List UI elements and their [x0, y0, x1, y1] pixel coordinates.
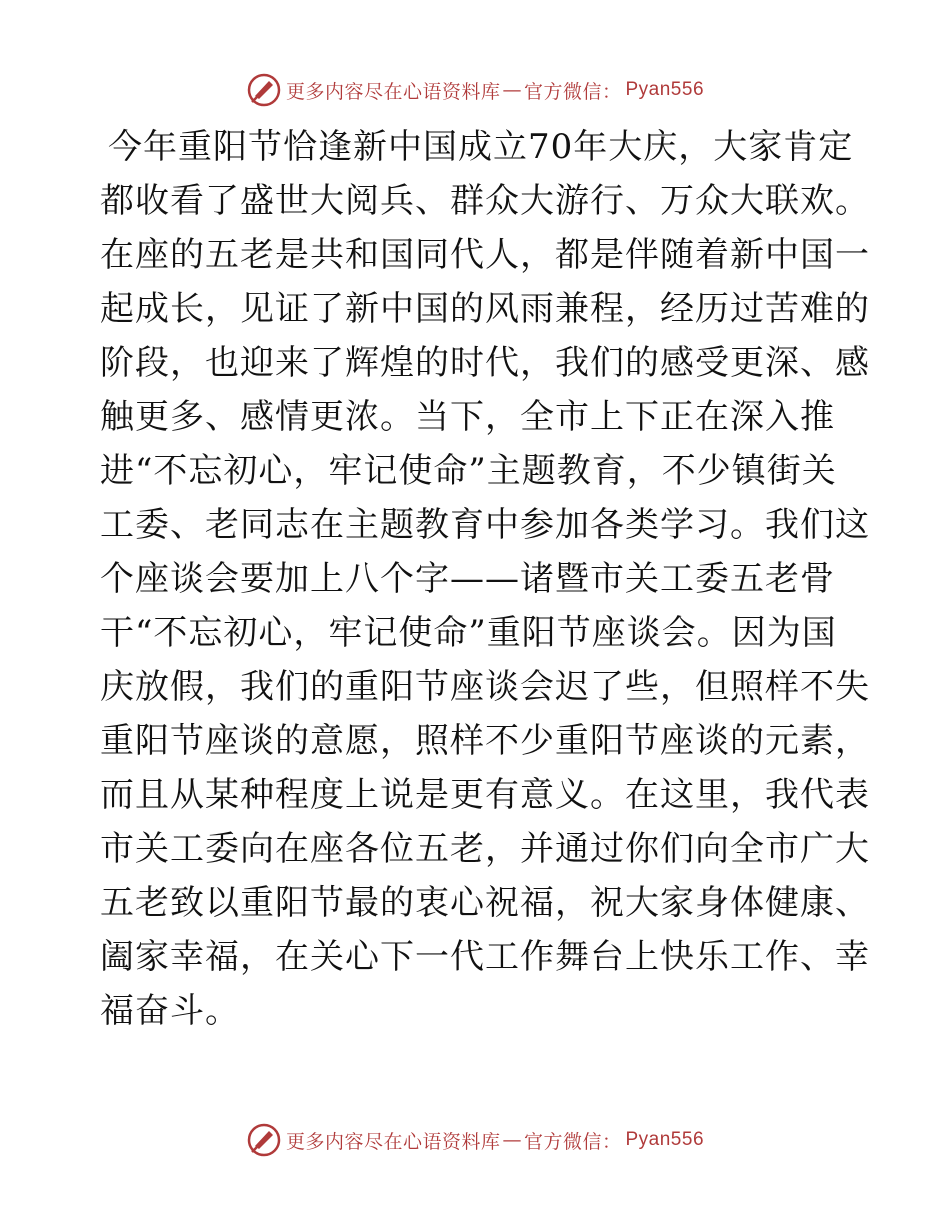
body-line: 阖家幸福，在关心下一代工作舞台上快乐工作、幸: [100, 937, 870, 977]
banner-wechat-label: 官方微信：: [523, 80, 622, 103]
body-line: 工委、老同志在主题教育中参加各类学习。我们这: [100, 505, 870, 545]
header-banner: [0, 70, 950, 110]
banner-dash: —: [502, 79, 522, 101]
banner-dash: —: [502, 1129, 522, 1151]
body-line: 进“不忘初心，牢记使命”主题教育，不少镇街关: [100, 451, 837, 491]
body-line: 个座谈会要加上八个字——诸暨市关工委五老骨: [100, 559, 835, 599]
banner-wechat-label: 官方微信：: [523, 1130, 622, 1153]
body-line: 起成长，见证了新中国的风雨兼程，经历过苦难的: [100, 289, 870, 329]
quill-logo-icon: [246, 72, 282, 108]
body-line: 干“不忘初心，牢记使命”重阳节座谈会。因为国: [100, 613, 837, 653]
body-line: 在座的五老是共和国同代人，都是伴随着新中国一: [100, 235, 870, 275]
body-line: 触更多、感情更浓。当下，全市上下正在深入推: [100, 397, 835, 437]
body-line: 重阳节座谈的意愿，照样不少重阳节座谈的元素，: [100, 721, 870, 761]
quill-logo-icon: [246, 1122, 282, 1158]
body-line: 今年重阳节恰逢新中国成立70年大庆，大家肯定: [108, 127, 854, 167]
body-line: 阶段，也迎来了辉煌的时代，我们的感受更深、感: [100, 343, 870, 383]
banner-text: 更多内容尽在心语资料库: [285, 80, 501, 103]
banner-wechat-id: Pyan556: [625, 79, 705, 100]
document-body: [100, 120, 870, 1038]
banner-text: 更多内容尽在心语资料库: [285, 1130, 501, 1153]
body-line: 五老致以重阳节最的衷心祝福，祝大家身体健康、: [100, 883, 870, 923]
body-line: 都收看了盛世大阅兵、群众大游行、万众大联欢。: [100, 181, 870, 221]
body-line: 福奋斗。: [100, 991, 240, 1031]
body-line: 而且从某种程度上说是更有意义。在这里，我代表: [100, 775, 870, 815]
footer-banner: [0, 1120, 950, 1160]
body-line: 市关工委向在座各位五老，并通过你们向全市广大: [100, 829, 870, 869]
banner-wechat-id: Pyan556: [625, 1129, 705, 1150]
body-line: 庆放假，我们的重阳节座谈会迟了些，但照样不失: [100, 667, 870, 707]
